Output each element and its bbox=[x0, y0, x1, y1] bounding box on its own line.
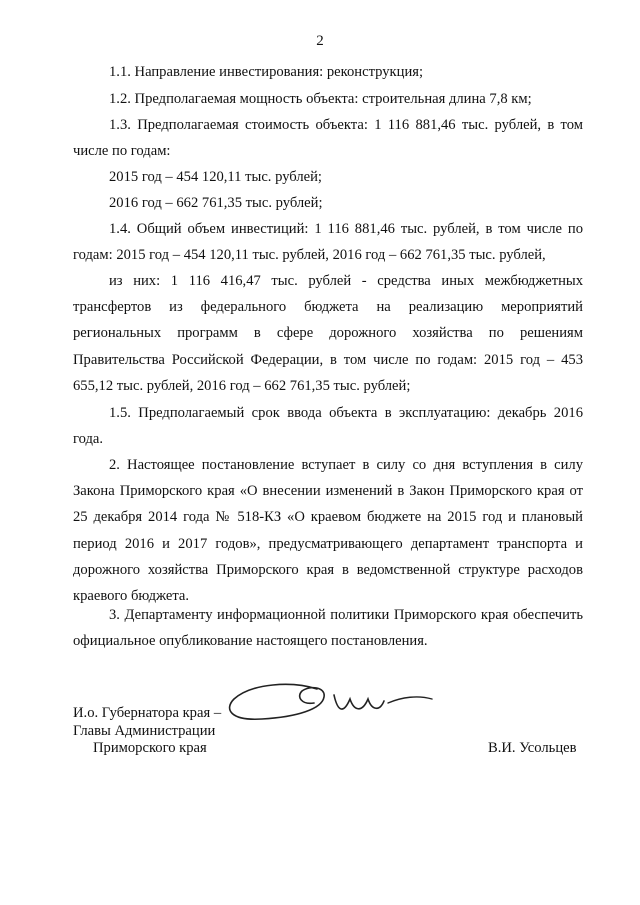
paragraph-year-2015: 2015 год – 454 120,11 тыс. рублей; bbox=[109, 169, 322, 185]
signatory-title-line3: Приморского края bbox=[93, 740, 207, 756]
paragraph-year-2016: 2016 год – 662 761,35 тыс. рублей; bbox=[109, 195, 323, 211]
paragraph-1-1: 1.1. Направление инвестирования: реконструкция; bbox=[109, 64, 424, 80]
signatory-title-line2: Главы Администрации bbox=[73, 722, 216, 739]
paragraph-1-2: 1.2. Предполагаемая мощность объекта: строительная длина 7,8 км; bbox=[109, 91, 532, 107]
paragraph-1-5: 1.5. Предполагаемый срок ввода объекта в эксплуатацию: декабрь 2016 года. bbox=[73, 405, 583, 448]
paragraph-1-3: 1.3. Предполагаемая стоимость объекта: 1 116 881,46 тыс. рублей, в том числе по годам: bbox=[73, 117, 583, 160]
paragraph-3: 3. Департаменту информационной политики Приморского края обеспечить официальное опубликование настоящего постановления. bbox=[73, 607, 583, 650]
paragraph-sources: из них: 1 116 416,47 тыс. рублей - средства иных межбюджетных трансфертов из федерального бюджета на реализацию мероприятий региональных программ в сфере дорожного хозяйства по решениям Правительства Российской Федерации, в том числе по годам: 2015 год – 453 655,12 тыс. рублей, 2016 год – 662 761,35 тыс. рублей; bbox=[73, 273, 583, 394]
page-number: 2 bbox=[316, 33, 324, 49]
paragraph-2: 2. Настоящее постановление вступает в силу со дня вступления в силу Закона Приморского края «О внесении изменений в Закон Приморского края от 25 декабря 2014 года № 518-КЗ «О краевом бюджете на 2015 год и плановый период 2016 и 2017 годов», предусматривающего департамент транспорта и дорожного хозяйства Приморского края в ведомственной структуре расходов краевого бюджета. bbox=[73, 457, 583, 605]
signatory-name: В.И. Усольцев bbox=[488, 740, 577, 756]
signatory-title bbox=[73, 705, 221, 758]
handwritten-signature-icon bbox=[222, 675, 437, 730]
signatory-title-line1: И.о. Губернатора края – bbox=[73, 705, 222, 721]
paragraph-1-4: 1.4. Общий объем инвестиций: 1 116 881,46 тыс. рублей, в том числе по годам: 2015 год – 454 120,11 тыс. рублей, 2016 год – 662 761,35 тыс. рублей, bbox=[73, 221, 583, 264]
